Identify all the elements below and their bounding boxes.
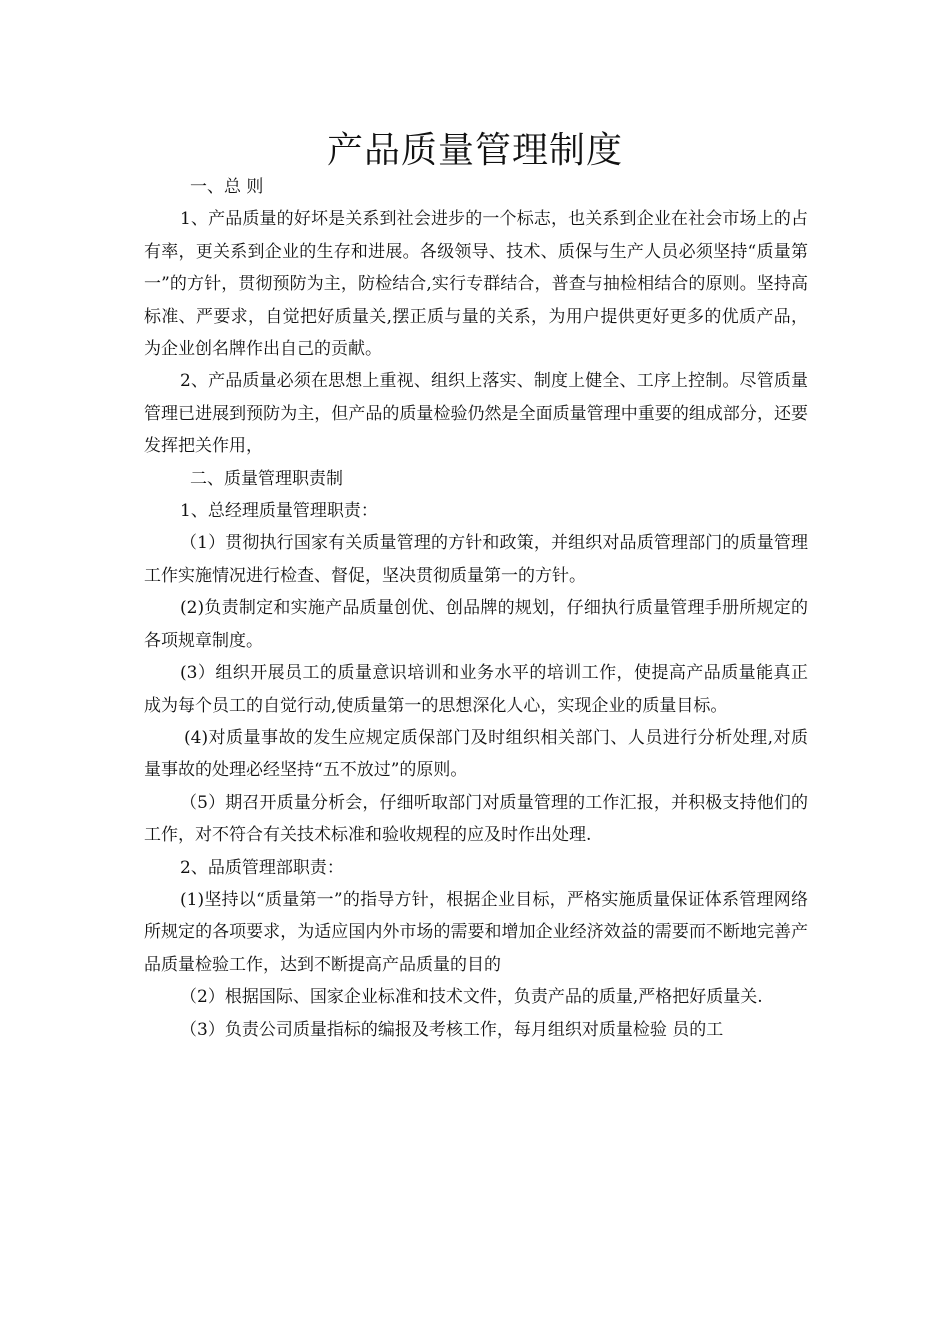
subsection-heading: 1、总经理质量管理职责： xyxy=(180,501,378,522)
document-body xyxy=(144,171,808,1046)
section-heading-general: 一、总 则 xyxy=(190,177,264,197)
paragraph: （5）期召开质量分析会，仔细听取部门对质量管理的工作汇报，并积极支持他们的工作，对不符合有关技术标准和验收规程的应及时作出处理. xyxy=(144,792,808,846)
paragraph: （3）负责公司质量指标的编报及考核工作，每月组织对质量检验 员的工 xyxy=(180,1019,724,1040)
paragraph: (2)负责制定和实施产品质量创优、创品牌的规划，仔细执行质量管理手册所规定的各项规章制度。 xyxy=(144,598,808,651)
document-title: 产品质量管理制度 xyxy=(326,130,623,171)
section-heading-responsibilities: 二、质量管理职责制 xyxy=(190,468,343,489)
paragraph: （2）根据国际、国家企业标准和技术文件，负责产品的质量,严格把好质量关. xyxy=(180,987,763,1008)
subsection-heading: 2、品质管理部职责： xyxy=(180,857,344,878)
paragraph: （1）贯彻执行国家有关质量管理的方针和政策，并组织对品质管理部门的质量管理工作实施情况进行检查、督促，坚决贯彻质量第一的方针。 xyxy=(144,533,808,586)
paragraph: (1)坚持以“质量第一”的指导方针，根据企业目标，严格实施质量保证体系管理网络所规定的各项要求，为适应国内外市场的需要和增加企业经济效益的需要而不断地完善产品质量检验工作，达到不断提高产品质量的目的 xyxy=(144,889,808,975)
paragraph: 1、产品质量的好坏是关系到社会进步的一个标志，也关系到企业在社会市场上的占有率，更关系到企业的生存和进展。各级领导、技术、质保与生产人员必须坚持“质量第一”的方针，贯彻预防为主，防检结合,实行专群结合，普查与抽检相结合的原则。坚持高标准、严要求，自觉把好质量关,摆正质与量的关系，为用户提供更好更多的优质产品，为企业创名牌作出自己的贡献。 xyxy=(144,209,808,360)
paragraph: (4)对质量事故的发生应规定质保部门及时组织相关部门、人员进行分析处理,对质量事故的处理必经坚持“五不放过”的原则。 xyxy=(144,727,808,781)
paragraph: 2、产品质量必须在思想上重视、组织上落实、制度上健全、工序上控制。尽管质量管理已进展到预防为主，但产品的质量检验仍然是全面质量管理中重要的组成部分，还要发挥把关作用， xyxy=(144,371,808,457)
paragraph: (3）组织开展员工的质量意识培训和业务水平的培训工作，使提高产品质量能真正成为每个员工的自觉行动,使质量第一的思想深化人心，实现企业的质量目标。 xyxy=(144,663,808,716)
